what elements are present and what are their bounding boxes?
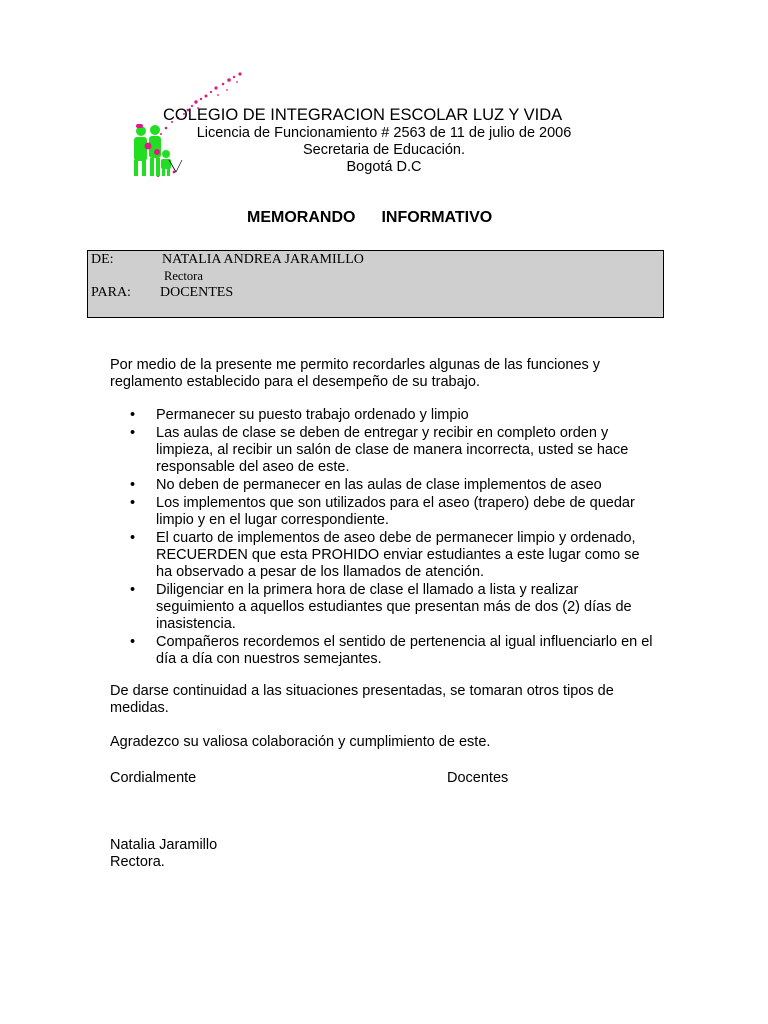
signer-role: Rectora. (110, 854, 165, 870)
from-label: DE: (91, 252, 114, 267)
bullet-icon: • (130, 495, 136, 511)
thanks-paragraph: Agradezco su valiosa colaboración y cumplimiento de este. (110, 734, 491, 750)
intro-paragraph: Por medio de la presente me permito recordarles algunas de las funciones y reglamento establecido para el desempeño de su trabajo. (110, 357, 601, 390)
bullet-icon: • (130, 425, 136, 441)
school-name: COLEGIO DE INTEGRACION ESCOLAR LUZ Y VIDA (163, 106, 563, 124)
list-item: • Las aulas de clase se deben de entregar y recibir en completo orden y limpieza, al recibir un salón de clase de manera incorrecta, usted se hace responsable del aseo de este. (130, 425, 629, 475)
signer-name: Natalia Jaramillo (110, 837, 218, 853)
secretaria-line: Secretaria de Educación. (302, 142, 465, 158)
bullet-icon: • (130, 407, 136, 423)
list-item: • No deben de permanecer en las aulas de clase implementos de aseo (130, 477, 602, 493)
license-line: Licencia de Funcionamiento # 2563 de 11 de julio de 2006 (196, 125, 572, 141)
bullet-icon: • (130, 530, 136, 546)
closing-text: Cordialmente (110, 770, 197, 786)
list-item: • Diligenciar en la primera hora de clase el llamado a lista y realizar seguimiento a aquellos estudiantes que presentan más de dos (2) días de inasistencia. (130, 582, 632, 632)
list-item: • Los implementos que son utilizados para el aseo (trapero) debe de quedar limpio y en el lugar correspondiente. (130, 495, 635, 528)
from-name: NATALIA ANDREA JARAMILLO (162, 252, 364, 267)
to-value: DOCENTES (160, 285, 234, 300)
bullet-icon: • (130, 634, 136, 650)
continuity-paragraph: De darse continuidad a las situaciones presentadas, se tomaran otros tipos de medidas. (110, 683, 614, 716)
bullet-icon: • (130, 582, 136, 598)
recipient-text: Docentes (447, 770, 509, 786)
list-item: • El cuarto de implementos de aseo debe de permanecer limpio y ordenado, RECUERDEN que esta PROHIDO enviar estudiantes a este lugar como se ha observado a pesar de los llamados de atención. (130, 530, 640, 580)
city-line: Bogotá D.C (346, 159, 422, 175)
to-label: PARA: (91, 285, 131, 300)
list-item: • Permanecer su puesto trabajo ordenado y limpio (130, 407, 469, 423)
list-item: • Compañeros recordemos el sentido de pertenencia al igual influenciarlo en el día a día con nuestros semejantes. (130, 634, 653, 667)
memo-info-box (87, 250, 664, 318)
rules-list (110, 407, 655, 669)
from-role: Rectora (164, 269, 203, 283)
memo-title-word2: INFORMATIVO (381, 209, 493, 226)
bullet-icon: • (130, 477, 136, 493)
memo-title-word1: MEMORANDO (247, 209, 356, 226)
memo-title (247, 209, 492, 227)
